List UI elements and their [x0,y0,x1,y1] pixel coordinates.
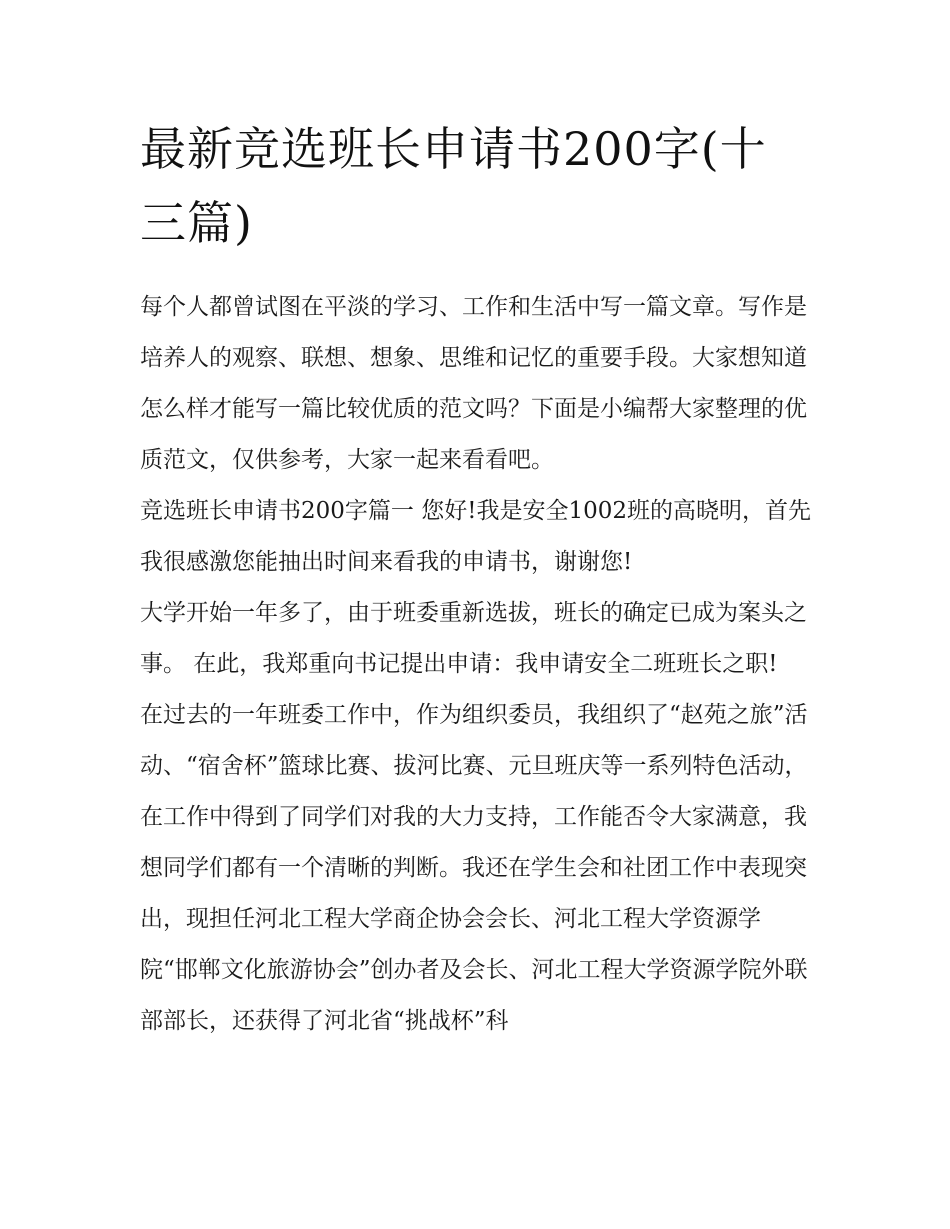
document-title: 最新竞选班长申请书200字(十三篇) [140,122,767,250]
paragraph-intro: 每个人都曾试图在平淡的学习、工作和生活中写一篇文章。写作是培养人的观察、联想、想象、思维和记忆的重要手段。大家想知道怎么样才能写一篇比较优质的范文吗？下面是小编帮大家整理的优质范文，仅供参考，大家一起来看看吧。 [140,294,807,473]
paragraph-greeting: 竞选班长申请书200字篇一 您好!我是安全1002班的高晓明，首先我很感激您能抽出时间来看我的申请书，谢谢您! [140,498,811,575]
document-body [140,112,812,1047]
paragraph-application: 大学开始一年多了，由于班委重新选拔，班长的确定已成为案头之事。 在此，我郑重向书记提出申请：我申请安全二班班长之职! [140,600,807,677]
paragraph-experience: 在过去的一年班委工作中，作为组织委员，我组织了“赵苑之旅”活动、“宿舍杯”篮球比赛、拔河比赛、元旦班庆等一系列特色活动，在工作中得到了同学们对我的大力支持，工作能否令大家满意，我想同学们都有一个清晰的判断。我还在学生会和社团工作中表现突出，现担任河北工程大学商企协会会长、河北工程大学资源学院“邯郸文化旅游协会”创办者及会长、河北工程大学资源学院外联部部长，还获得了河北省“挑战杯”科 [140,702,808,1034]
